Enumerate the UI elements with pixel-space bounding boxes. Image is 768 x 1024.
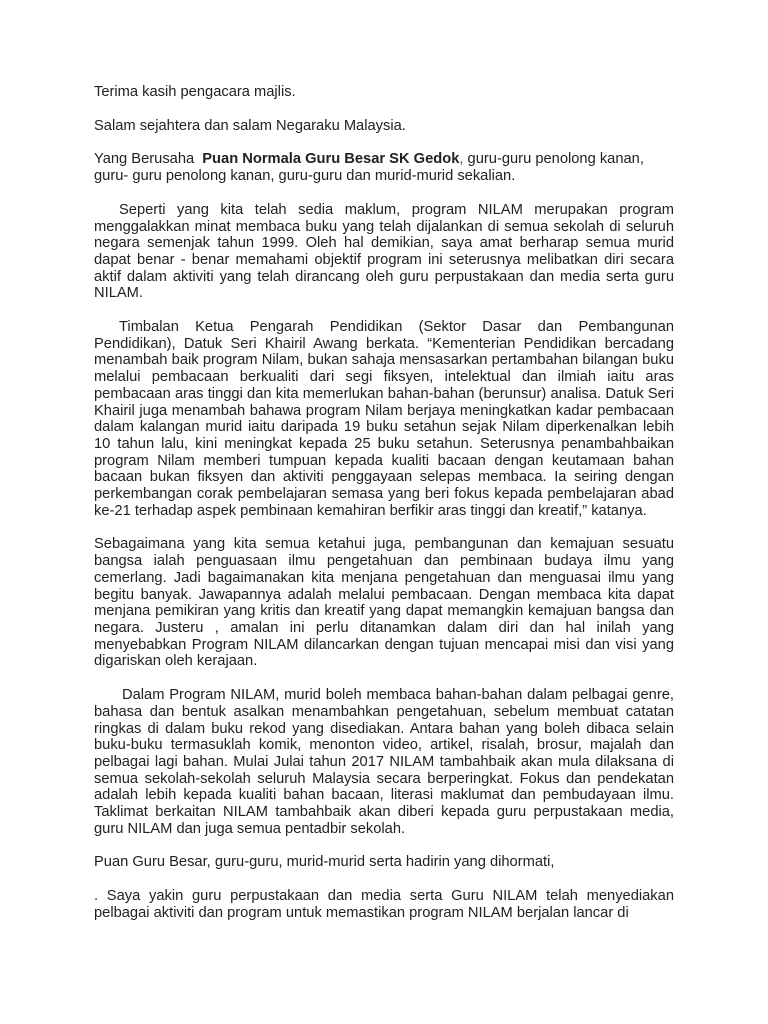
speech-document	[94, 84, 674, 939]
greeting-salam: Salam sejahtera dan salam Negaraku Malaysia.	[94, 117, 406, 134]
greeting-thanks: Terima kasih pengacara majlis.	[94, 84, 296, 100]
salutation-line: Puan Guru Besar, guru-guru, murid-murid serta hadirin yang dihormati,	[94, 854, 555, 871]
address-prefix: Yang Berusaha	[94, 151, 195, 168]
paragraph-nilam-intro: Seperti yang kita telah sedia maklum, program NILAM merupakan program menggalakkan minat membaca buku yang telah dijalankan di semua sekolah di seluruh negara semenjak tahun 1999. Oleh hal demikian, saya amat berharap semua murid dapat benar - benar memahami objektif program ini seterusnya melibatkan diri secara aktif dalam aktiviti yang telah dirancang oleh guru perpustakaan dan media serta guru NILAM.	[94, 201, 674, 302]
paragraph-dalam-program: Dalam Program NILAM, murid boleh membaca bahan-bahan dalam pelbagai genre, bahasa dan bentuk asalkan menambahkan pengetahuan, sebelum membuat catatan ringkas di dalam buku rekod yang disediakan. Antara bahan yang boleh dibaca selain buku-buku termasuklah komik, menonton video, artikel, risalah, brosur, majalah dan pelbagai lagi bahan. Mulai Julai tahun 2017 NILAM tambahbaik akan mula dilaksana di semua sekolah-sekolah seluruh Malaysia secara berperingkat. Fokus dan pendekatan adalah lebih kepada kualiti bahan bacaan, literasi maklumat dan pembudayaan ilmu. Taklimat berkaitan NILAM tambahbaik akan diberi kepada guru perpustakaan media, guru NILAM dan juga semua pentadbir sekolah.	[94, 687, 674, 837]
address-rest: guru-guru penolong kanan, guru- guru penolong kanan, guru-guru dan murid-murid sekalian.	[94, 151, 644, 185]
paragraph-pembangunan-bangsa: Sebagaimana yang kita semua ketahui juga, pembangunan dan kemajuan sesuatu bangsa ialah penguasaan ilmu pengetahuan dan pembinaan budaya ilmu yang cemerlang. Jadi bagaimanakan kita menjana pengetahuan dan menguasai ilmu yang begitu banyak. Jawapannya adalah melalui pembacaan. Dengan membaca kita dapat menjana pemikiran yang kritis dan kreatif yang dapat memangkin kemajuan bangsa dan negara. Justeru , amalan ini perlu ditanamkan dalam diri dan hal inilah yang menyebabkan Program NILAM dilancarkan dengan tujuan mencapai misi dan visi yang digariskan oleh kerajaan.	[94, 536, 674, 670]
paragraph-timbalan-ketua: Timbalan Ketua Pengarah Pendidikan (Sektor Dasar dan Pembangunan Pendidikan), Datuk Seri Khairil Awang berkata. “Kementerian Pendidikan bercadang menambah baik program Nilam, bukan sahaja mensasarkan pertambahan bilangan buku melalui pembacaan berkualiti dari segi fiksyen, intelektual dan ilmiah iaitu aras pembacaan aras tinggi dan kita memerlukan bahan-bahan (berunsur) analisa. Datuk Seri Khairil juga menambah bahawa program Nilam berjaya meningkatkan kadar pembacaan dalam kalangan murid iaitu daripada 19 buku setahun sejak Nilam diperkenalkan lebih 10 tahun lalu, kini meningkat kepada 25 buku setahun. Seterusnya penambahbaikan program Nilam memberi tumpuan kepada kualiti bacaan dengan keutamaan bahan bacaan bukan fiksyen dan aktiviti penggayaan selepas membaca. Ia seiring dengan perkembangan corak pembelajaran semasa yang beri fokus kepada pembelajaran abad ke-21 terhadap aspek pembinaan kemahiran berfikir aras tinggi dan kreatif,” katanya.	[94, 319, 674, 519]
principal-name: Puan Normala Guru Besar SK Gedok	[202, 151, 460, 168]
address-paragraph	[94, 151, 674, 184]
paragraph-saya-yakin: . Saya yakin guru perpustakaan dan media serta Guru NILAM telah menyediakan pelbagai aktiviti dan program untuk memastikan program NILAM berjalan lancar di	[94, 888, 674, 921]
address-comma: ,	[459, 151, 464, 168]
